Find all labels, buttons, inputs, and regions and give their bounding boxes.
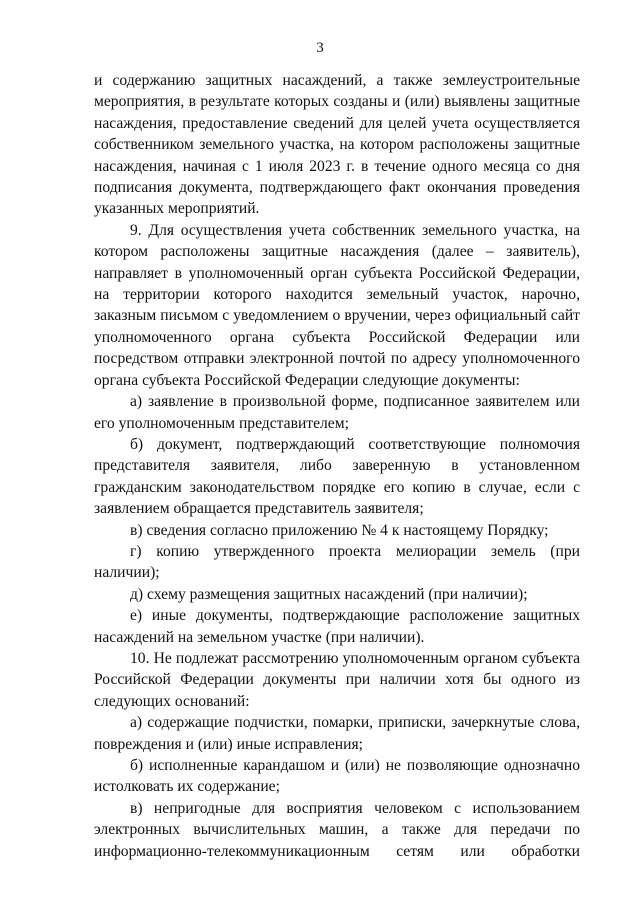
paragraph: г) копию утвержденного проекта мелиорации земель (при наличии); [94, 542, 580, 582]
paragraph: 10. Не подлежат рассмотрению уполномоченным органом субъекта Российской Федерации документы при наличии хотя бы одного из следующих оснований: [94, 649, 580, 710]
paragraph: 9. Для осуществления учета собственник земельного участка, на котором расположены защитные насаждения (далее – заявитель), направляет в уполномоченный орган субъекта Российской Федерации, на территории которого находится земельный участок, нарочно, заказным письмом с уведомлением о вручении, через официальный сайт уполномоченного органа субъекта Российской Федерации или посредством отправки электронной почтой по адресу уполномоченного органа субъекта Российской Федерации следующие документы: [94, 221, 580, 389]
paragraph: в) непригодные для восприятия человеком с использованием электронных вычислительных машин, а также для передачи по информационно-телекоммуникационным сетям или обработки [94, 799, 580, 860]
paragraph: б) документ, подтверждающий соответствующие полномочия представителя заявителя, либо заверенную в установленном гражданским законодательством порядке его копию в случае, если с заявлением обращается представитель заявителя; [94, 435, 580, 518]
paragraph: е) иные документы, подтверждающие расположение защитных насаждений на земельном участке (при наличии). [94, 607, 580, 646]
paragraph: б) исполненные карандашом и (или) не позволяющие однозначно истолковать их содержание; [94, 757, 580, 796]
paragraph: и содержанию защитных насаждений, а также землеустроительные мероприятия, в результате которых созданы и (или) выявлены защитные насаждения, предоставление сведений для целей учета осуществляется собственником земельного участка, на котором расположены защитные насаждения, начиная с 1 июля 2023 г. в течение одного месяца со дня подписания документа, подтверждающего факт окончания проведения указанных мероприятий. [94, 72, 580, 218]
document-body [94, 70, 580, 862]
paragraph: в) сведения согласно приложению № 4 к настоящему Порядку; [130, 521, 549, 539]
paragraph: а) заявление в произвольной форме, подписанное заявителем или его уполномоченным представителем; [94, 393, 580, 432]
paragraph: д) схему размещения защитных насаждений (при наличии); [130, 585, 528, 603]
paragraph: а) содержащие подчистки, помарки, приписки, зачеркнутые слова, повреждения и (или) иные исправления; [94, 714, 580, 753]
page-number: 3 [316, 40, 324, 56]
